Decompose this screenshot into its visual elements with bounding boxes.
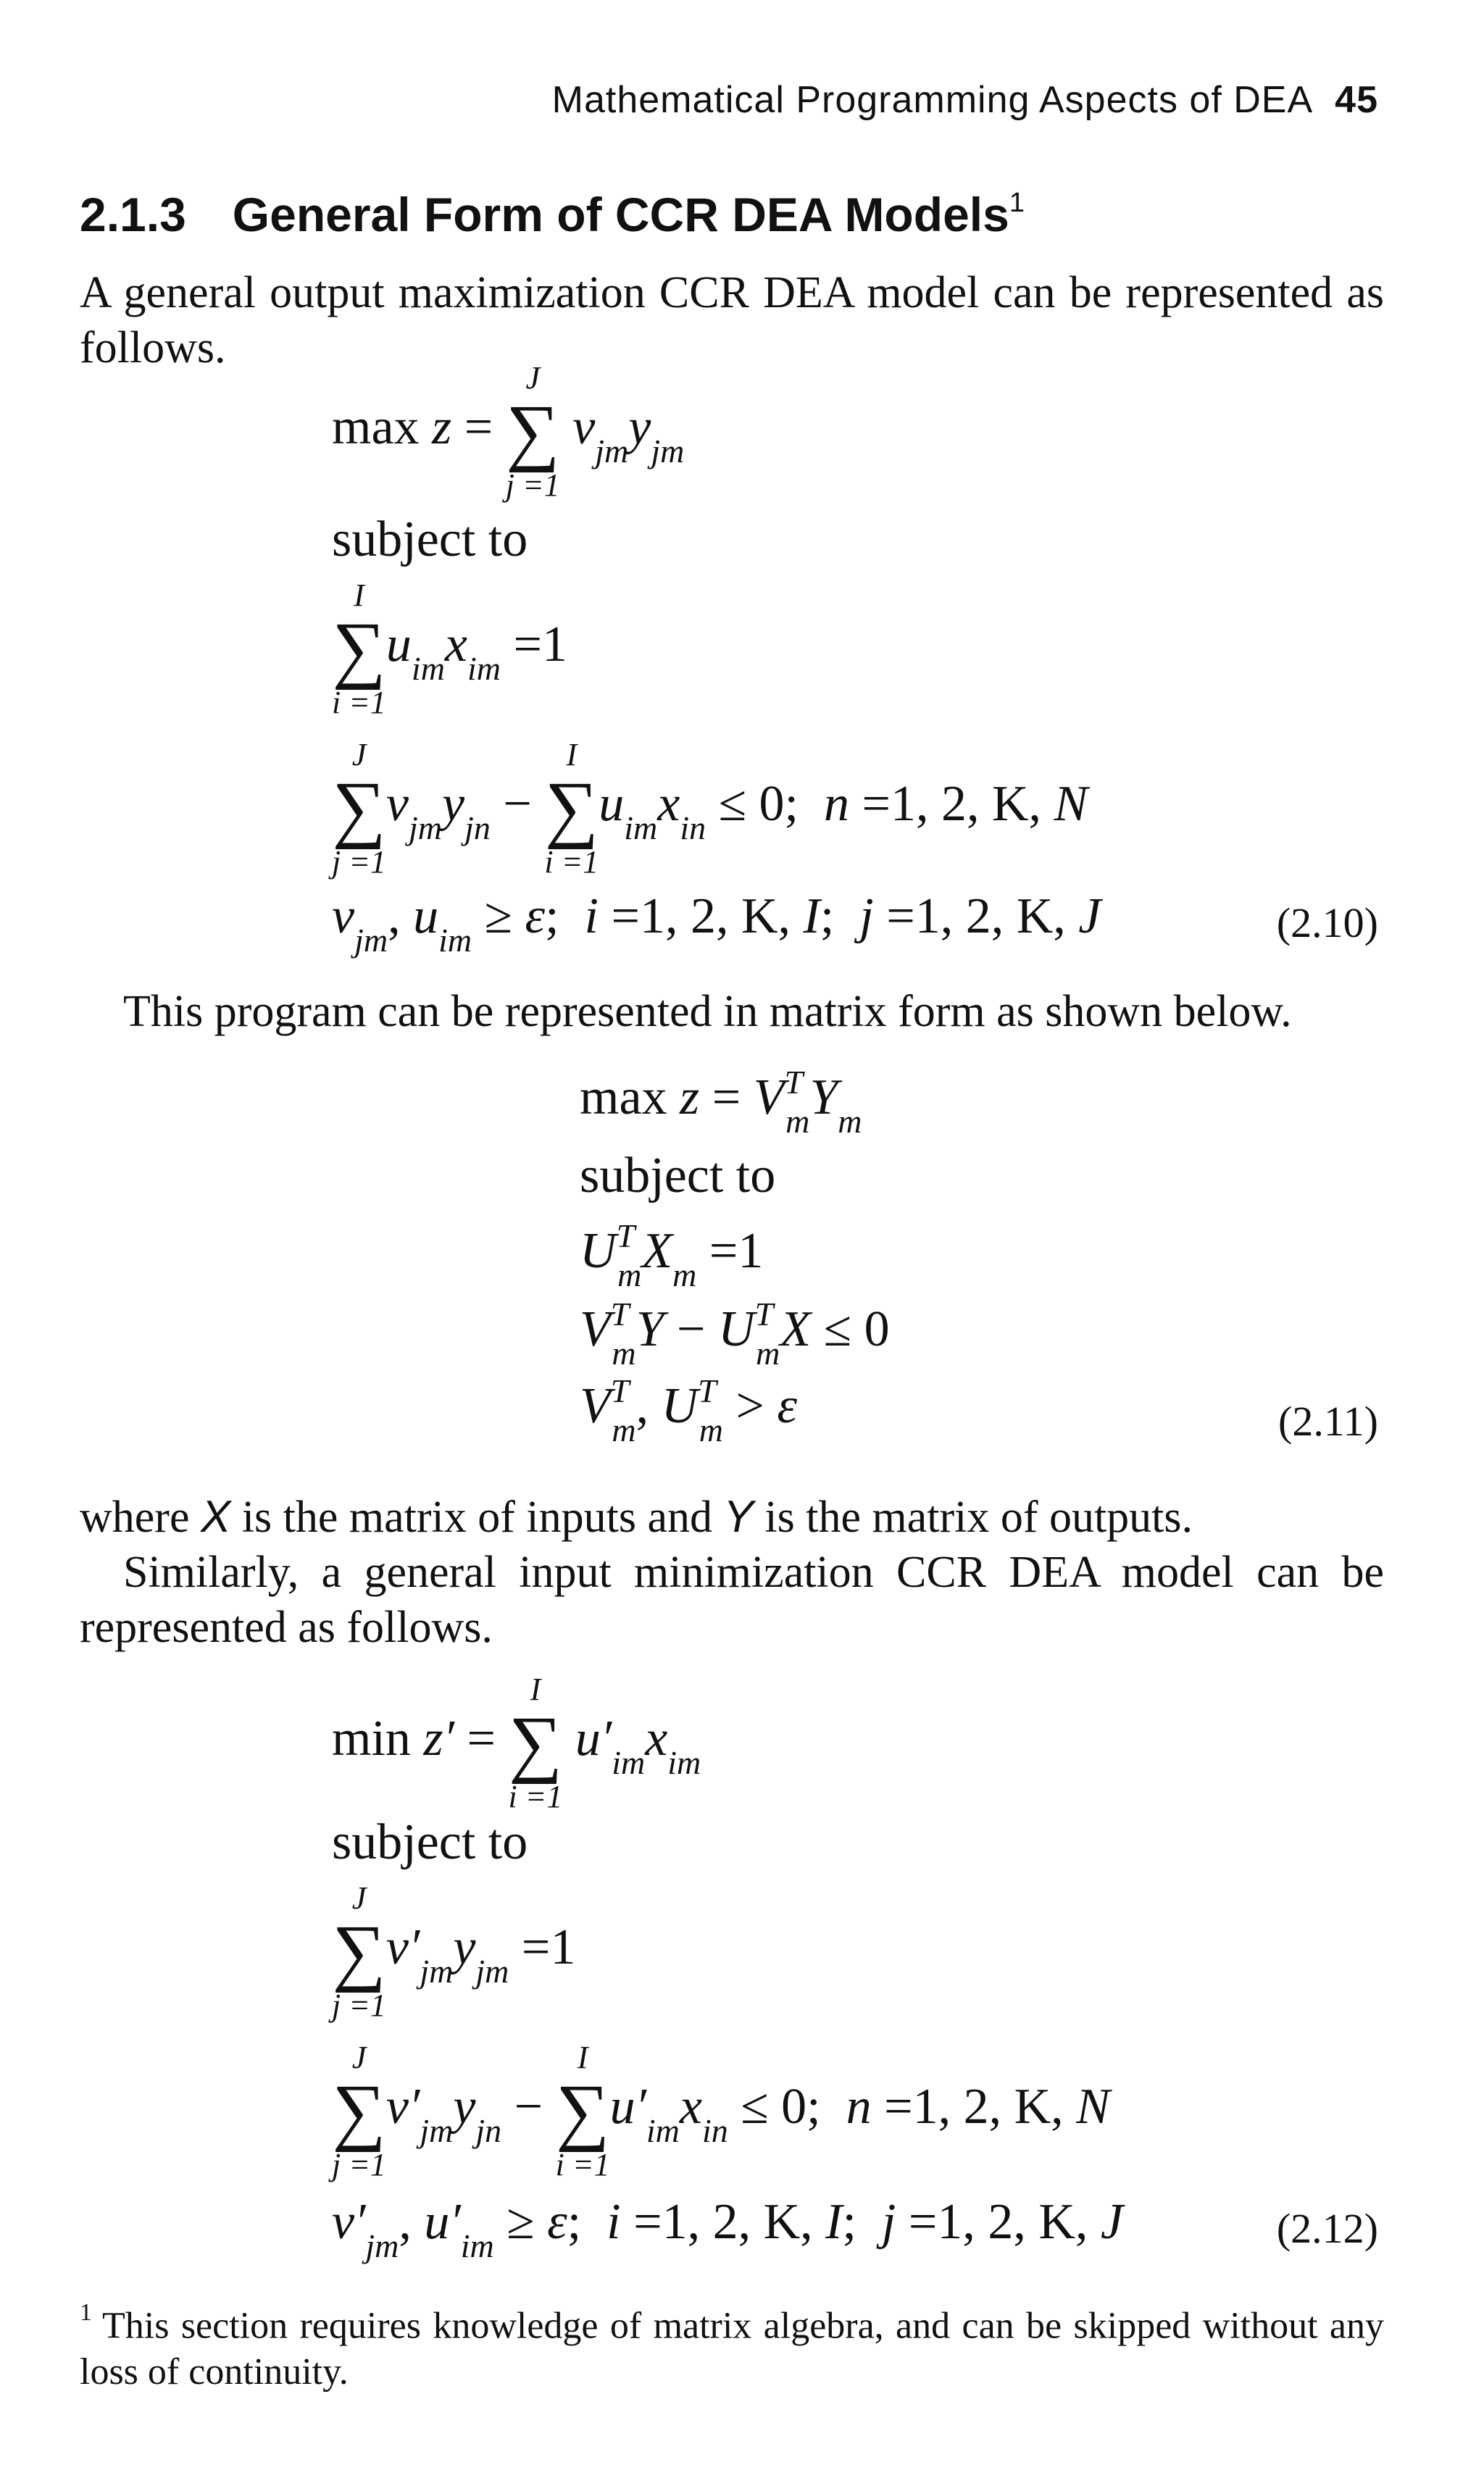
eq-nonnegativity-2: $v'_{jm}$, $u'_{im} \ge \varepsilon$; i =1, 2, K, I; j =1, 2, K, J	[332, 2194, 1123, 2264]
footnote-number: 1	[80, 2299, 92, 2326]
eq-matrix-max: $\max z = V^T_mY_m$	[580, 1064, 862, 1140]
eq-nonnegativity-1: $v_{jm}$, $u_{im} \ge \varepsilon$; i =1, 2, K, I; j =1, 2, K, J	[332, 888, 1101, 959]
footnote-text: This section requires knowledge of matrix algebra, and can be skipped without any loss of continuity.	[80, 2305, 1384, 2393]
where-text-c: is the matrix of outputs.	[753, 1493, 1193, 1542]
paragraph-matrix-form: This program can be represented in matrix form as shown below.	[123, 987, 1292, 1036]
eq-subject-to-2: subject to	[580, 1148, 776, 1204]
footnote	[80, 2294, 1384, 2395]
section-heading	[80, 187, 1025, 242]
eq-matrix-constraint-3: $V^T_m$, $U^T_m > \varepsilon$	[580, 1372, 798, 1448]
running-title: Mathematical Programming Aspects of DEA	[551, 79, 1314, 121]
eq-constraint-ratio: J ∑ j =1 $v_{jm}y_{jn}$ − I ∑ i =1 $u_{im}x_{in} \le 0$; n =1, 2, K, N	[332, 737, 1088, 880]
where-text-b: is the matrix of inputs and	[230, 1493, 724, 1542]
page-number: 45	[1335, 79, 1378, 121]
symbol-x: X	[200, 1492, 231, 1542]
eq-constraint-ratio-2: J ∑ j =1 $v'_{jm}y_{jn}$ − I ∑ i =1 $u'_{im}x_{in} \le 0$; n =1, 2, K, N	[332, 2040, 1110, 2182]
symbol-y: Y	[723, 1492, 754, 1542]
equation-number-2-12: (2.12)	[1276, 2205, 1378, 2252]
paragraph-input-model-intro: Similarly, a general input minimization CCR DEA model can be represented as follows.	[80, 1548, 1384, 1652]
paragraph-output-model-intro: A general output maximization CCR DEA model can be represented as follows.	[80, 268, 1384, 372]
eq-matrix-constraint-1: $U^T_mX_m =1$	[580, 1217, 764, 1293]
running-head	[552, 78, 1378, 122]
eq-constraint-output-norm: J ∑ j =1 $v'_{jm}y_{jm} =1$	[332, 1880, 576, 2023]
section-number: 2.1.3	[80, 188, 186, 241]
where-text-a: where	[80, 1493, 201, 1542]
equation-number-2-10: (2.10)	[1276, 899, 1378, 946]
eq-subject-to-1: subject to	[332, 512, 528, 567]
eq-max-z: max z = J ∑ j =1 $v_{jm}y_{jm}$	[332, 360, 685, 503]
eq-matrix-constraint-2: $V^T_mY - U^T_mX \le 0$	[580, 1296, 890, 1372]
section-title: General Form of CCR DEA Models	[232, 188, 1009, 241]
footnote-marker: 1	[1009, 188, 1025, 218]
eq-subject-to-3: subject to	[332, 1814, 528, 1870]
paragraph-where	[80, 1490, 1384, 1545]
equation-number-2-11: (2.11)	[1278, 1398, 1378, 1445]
eq-min-z: min z′ = I ∑ i =1 $u'_{im}x_{im}$	[332, 1672, 701, 1814]
eq-constraint-input-norm: I ∑ i =1 $u_{im}x_{im} =1$	[332, 577, 567, 720]
